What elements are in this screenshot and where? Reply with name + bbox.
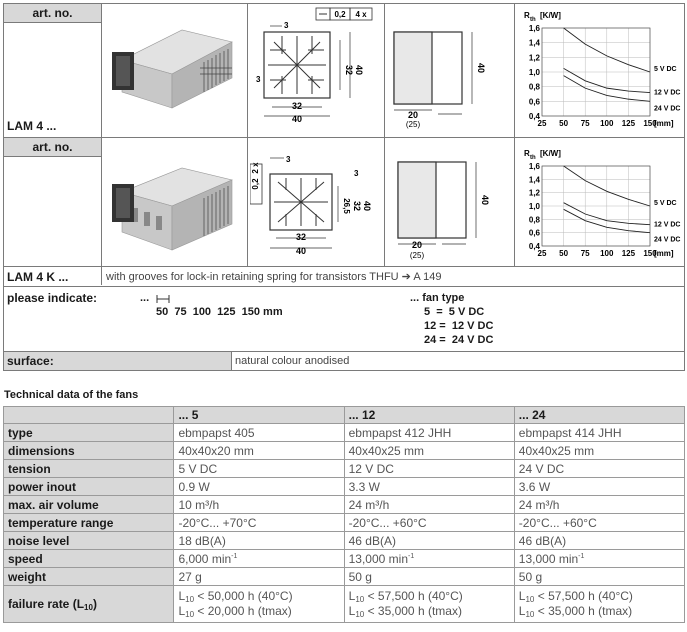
please-indicate-label: please indicate: <box>7 291 98 305</box>
dim-40-horizontal: 40 <box>291 114 303 124</box>
l-subscript: 10 <box>525 610 535 619</box>
x-tick-label: 75 <box>580 249 590 258</box>
series-label: 5 V DC <box>654 66 677 73</box>
failure-line: < 35,000 h (tmax) <box>367 604 462 618</box>
thermal-resistance-chart <box>516 8 682 134</box>
label-subscript: 10 <box>84 602 93 612</box>
y-axis-unit: [K/W] <box>540 149 561 158</box>
y-tick-label: 1,4 <box>528 38 540 48</box>
heatsink-photo <box>108 22 238 112</box>
table-row <box>4 514 685 532</box>
row-label: weight <box>4 568 174 586</box>
label-text: failure rate (L <box>8 596 85 611</box>
dim-26-5: 26,5 <box>342 198 351 214</box>
column-header: ... 5 <box>174 407 344 424</box>
row-label: max. air volume <box>4 496 174 514</box>
row-label: temperature range <box>4 514 174 532</box>
art-no-header <box>4 138 101 156</box>
cell <box>514 586 684 623</box>
cell: 46 dB(A) <box>344 532 514 550</box>
cell: -20°C... +70°C <box>174 514 344 532</box>
dim-40-vertical: 40 <box>354 64 364 76</box>
surface-value: natural colour anodised <box>235 355 350 367</box>
heatsink-grooved-photo <box>108 162 238 254</box>
y-tick-label: 1,2 <box>528 188 540 198</box>
dim-40-vertical: 40 <box>362 200 372 212</box>
thermal-resistance-chart-grooved <box>516 146 682 264</box>
dim-32-vertical: 32 <box>352 200 362 212</box>
table-row <box>4 550 685 568</box>
y-tick-label: 1,4 <box>528 175 540 185</box>
failure-line: < 57,500 h (40°C) <box>367 589 463 603</box>
table-row <box>4 496 685 514</box>
row-label: dimensions <box>4 442 174 460</box>
series-label: 24 V DC <box>654 105 681 113</box>
series-label: 5 V DC <box>654 200 677 207</box>
cell: 27 g <box>174 568 344 586</box>
table-row <box>4 478 685 496</box>
x-tick-label: 100 <box>600 249 614 258</box>
surface-label: surface: <box>7 354 54 368</box>
y-tick-label: 0,4 <box>528 112 540 121</box>
cell: 40x40x25 mm <box>344 442 514 460</box>
exponent: -1 <box>408 552 415 560</box>
l-subscript: 10 <box>185 610 195 619</box>
cell <box>344 550 514 568</box>
table-row <box>4 532 685 550</box>
y-tick-label: 1,2 <box>528 53 540 63</box>
cell: 40x40x25 mm <box>514 442 684 460</box>
cell: ebmpapst 414 JHH <box>514 424 684 442</box>
y-tick-label: 1,0 <box>528 68 540 77</box>
y-tick-label: 0,8 <box>528 215 540 225</box>
side-width-alt: (25) <box>409 251 425 260</box>
cell: ebmpapst 405 <box>174 424 344 442</box>
dim-32-horizontal: 32 <box>291 101 303 111</box>
dim-3: 3 <box>354 169 359 178</box>
cell: 24 m³/h <box>514 496 684 514</box>
cell <box>174 586 344 623</box>
cell: 24 V DC <box>514 460 684 478</box>
x-tick-label: 125 <box>621 249 636 258</box>
x-tick-label: 50 <box>559 119 569 128</box>
table-row <box>4 586 685 623</box>
side-view-drawing <box>388 6 512 134</box>
dim-top-small: 3 <box>286 155 291 164</box>
groove-note: with grooves for lock-in retaining spring for transistors THFU ➔ A 149 <box>106 271 442 283</box>
y-tick-label: 1,0 <box>528 202 540 211</box>
tolerance-count: 2 x <box>251 162 260 174</box>
l-symbol: L <box>178 604 186 618</box>
y-axis-unit: [K/W] <box>540 11 561 20</box>
cell: 24 m³/h <box>344 496 514 514</box>
l-subscript: 10 <box>525 595 535 604</box>
table-row <box>4 568 685 586</box>
label-end: ) <box>92 596 97 611</box>
cell <box>174 550 344 568</box>
cell: 3.3 W <box>344 478 514 496</box>
l-symbol: L <box>518 589 526 603</box>
exponent: -1 <box>578 552 585 560</box>
cell: 50 g <box>344 568 514 586</box>
table-row <box>4 424 685 442</box>
dim-32-horizontal: 32 <box>295 232 307 242</box>
l-symbol: L <box>518 604 526 618</box>
x-tick-label: 50 <box>559 249 569 258</box>
x-axis-unit: [mm] <box>654 249 674 258</box>
column-header: ... 24 <box>514 407 684 424</box>
y-tick-label: 0,6 <box>528 228 540 238</box>
column-header: ... 12 <box>344 407 514 424</box>
l-subscript: 10 <box>355 595 365 604</box>
x-tick-label: 150 <box>643 249 657 258</box>
cell: -20°C... +60°C <box>514 514 684 532</box>
table-row <box>4 442 685 460</box>
l-symbol: L <box>348 604 356 618</box>
y-axis-label-sub: th <box>530 17 536 23</box>
x-axis-unit: [mm] <box>654 119 674 128</box>
dim-top-small: 3 <box>284 21 289 30</box>
cell-text: 13,000 min <box>348 551 408 566</box>
row-label: tension <box>4 460 174 478</box>
series-label: 24 V DC <box>654 236 681 244</box>
y-tick-label: 1,6 <box>528 162 540 171</box>
y-axis-label: R <box>524 149 530 158</box>
cell: 46 dB(A) <box>514 532 684 550</box>
row-label: speed <box>4 550 174 568</box>
x-tick-label: 125 <box>621 119 636 128</box>
side-height: 40 <box>480 194 490 206</box>
dim-40-horizontal: 40 <box>295 246 307 256</box>
fan-type-option: 12 = 12 V DC <box>424 320 494 332</box>
cell: 0.9 W <box>174 478 344 496</box>
cell: -20°C... +60°C <box>344 514 514 532</box>
header-blank <box>4 407 174 424</box>
tolerance-count: 4 x <box>355 10 367 19</box>
product-name-lam4k: LAM 4 K ... <box>7 270 69 284</box>
failure-line: < 20,000 h (tmax) <box>197 604 292 618</box>
fan-data-table <box>3 406 685 623</box>
length-options: 50 75 100 125 150 mm <box>156 306 283 318</box>
y-tick-label: 0,8 <box>528 82 540 92</box>
row-label: power inout <box>4 478 174 496</box>
tolerance-value: 0,2 <box>334 10 346 19</box>
cell: 18 dB(A) <box>174 532 344 550</box>
side-width-alt: (25) <box>405 120 421 129</box>
failure-line: < 57,500 h (40°C) <box>537 589 633 603</box>
product-name-lam4: LAM 4 ... <box>7 119 57 133</box>
cell: 3.6 W <box>514 478 684 496</box>
side-view-drawing-grooved <box>388 140 512 266</box>
l-symbol: L <box>178 589 186 603</box>
cell: 5 V DC <box>174 460 344 478</box>
row-label: type <box>4 424 174 442</box>
table-header-row <box>4 407 685 424</box>
l-subscript: 10 <box>185 595 195 604</box>
side-height: 40 <box>476 62 486 74</box>
cell <box>514 550 684 568</box>
fans-title: Technical data of the fans <box>4 389 139 401</box>
dim-left-small: 3 <box>256 75 261 84</box>
length-arrow-icon <box>156 294 170 304</box>
series-label: 12 V DC <box>654 89 681 97</box>
art-no-label: art. no. <box>32 6 73 20</box>
y-tick-label: 0,4 <box>528 242 540 251</box>
length-prefix: ... <box>140 292 150 304</box>
fan-type-option: 24 = 24 V DC <box>424 334 494 346</box>
y-axis-label-sub: th <box>530 155 536 161</box>
cell <box>344 586 514 623</box>
table-row <box>4 460 685 478</box>
row-label: noise level <box>4 532 174 550</box>
tolerance-value: 0,2 <box>251 178 260 190</box>
cell: 10 m³/h <box>174 496 344 514</box>
y-tick-label: 0,6 <box>528 97 540 107</box>
l-symbol: L <box>348 589 356 603</box>
cross-section-drawing-grooved <box>250 140 382 266</box>
cell-text: 6,000 min <box>178 551 232 566</box>
art-no-label: art. no. <box>32 140 73 154</box>
surface-header <box>4 352 231 370</box>
x-tick-label: 150 <box>643 119 657 128</box>
x-tick-label: 100 <box>600 119 614 128</box>
fan-type-title: ... fan type <box>410 292 465 304</box>
y-axis-label: R <box>524 11 530 20</box>
x-tick-label: 75 <box>580 119 590 128</box>
failure-line: < 35,000 h (tmax) <box>537 604 633 618</box>
cell-text: 13,000 min <box>518 551 579 566</box>
cross-section-drawing <box>250 6 382 134</box>
series-label: 12 V DC <box>654 221 681 229</box>
cell: 40x40x20 mm <box>174 442 344 460</box>
cell: 12 V DC <box>344 460 514 478</box>
l-subscript: 10 <box>355 610 365 619</box>
side-width: 20 <box>411 240 423 250</box>
fan-type-option: 5 = 5 V DC <box>424 306 485 318</box>
cell: 50 g <box>514 568 684 586</box>
row-label <box>4 586 174 623</box>
cell: ebmpapst 412 JHH <box>344 424 514 442</box>
x-tick-label: 25 <box>537 249 547 258</box>
dim-32-vertical: 32 <box>344 64 354 76</box>
art-no-header <box>4 4 101 22</box>
exponent: -1 <box>231 552 238 560</box>
y-tick-label: 1,6 <box>528 24 540 33</box>
side-width: 20 <box>407 110 419 120</box>
failure-line: < 50,000 h (40°C) <box>197 589 293 603</box>
x-tick-label: 25 <box>537 119 547 128</box>
